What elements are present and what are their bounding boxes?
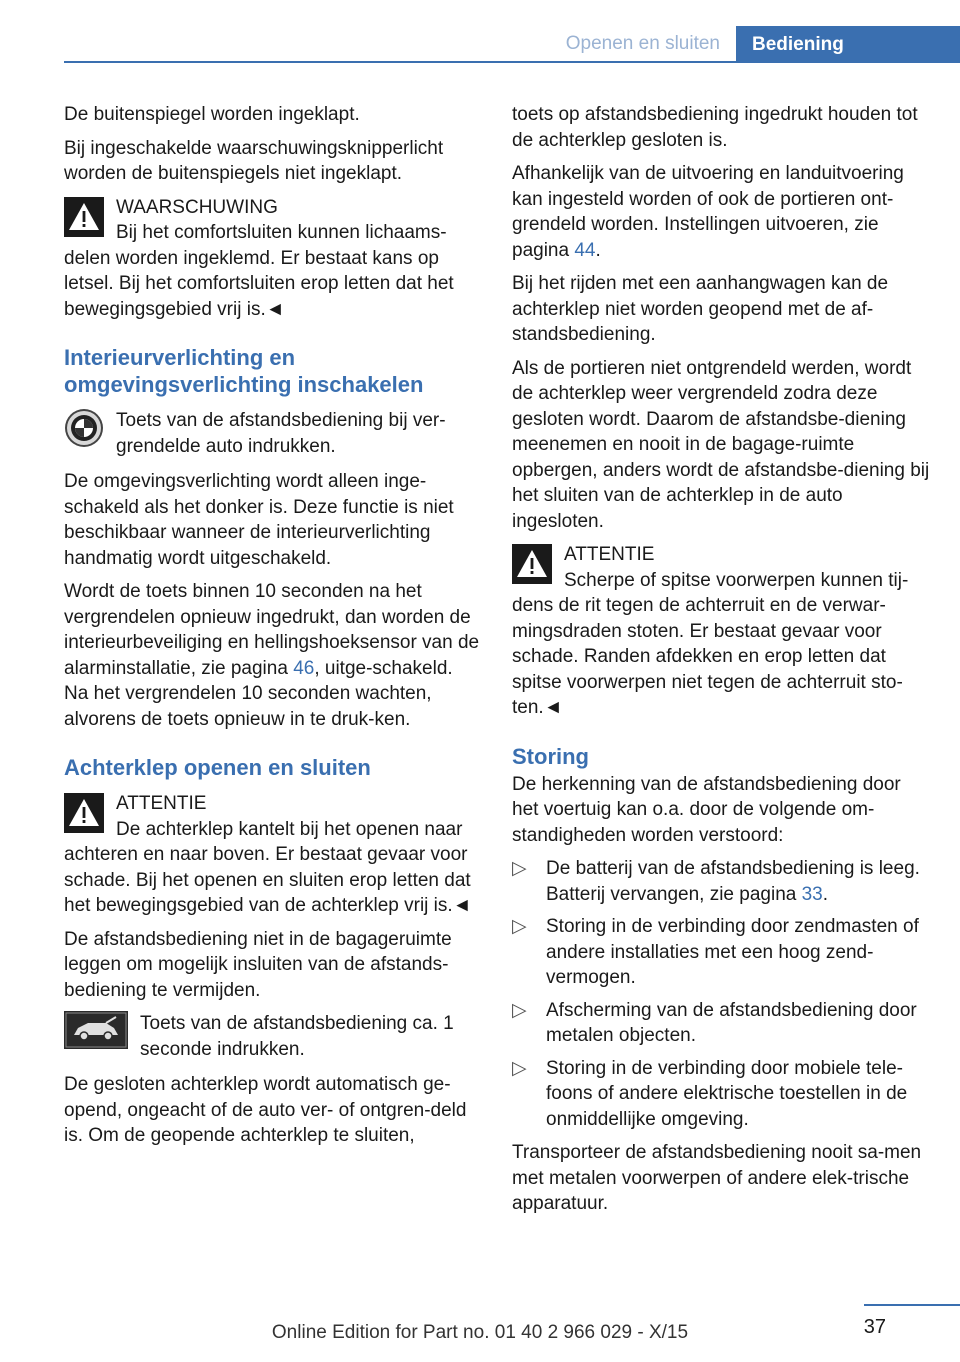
paragraph: Afhankelijk van de uitvoering en landuitvoering kan ingesteld worden of ook de portieren ont-grendeld worden. Instellingen uitvoeren, zie pagina 44. (512, 163, 904, 261)
attention-title: ATTENTIE (564, 544, 655, 565)
icon-instruction (64, 408, 482, 459)
attention-block (64, 791, 482, 919)
attention-text: dens de rit tegen de achterruit en de verwar-mingsdraden stoten. Er bestaat gevaar voor schade. Randen afdekken en erop letten dat spitse voorwerpen niet tegen de achterruit sto-ten.◄ (512, 595, 903, 718)
paragraph: De buitenspiegel worden ingeklapt. (64, 104, 360, 125)
bmw-logo-icon (64, 408, 104, 448)
list-item: ▷ Afscherming van de afstandsbediening door metalen objecten. (512, 999, 917, 1046)
page-link[interactable]: 44 (574, 239, 596, 261)
page-number: 37 (863, 1316, 886, 1338)
heading-tailgate: Achterklep openen en sluiten (64, 755, 371, 780)
list-item: ▷ Storing in de verbinding door mobiele tele-foons of andere elektrische toestellen in de onmiddellijke omgeving. (512, 1057, 908, 1130)
left-column (64, 102, 482, 1157)
header-chapter-tab[interactable]: Bediening (736, 26, 960, 63)
paragraph: Als de portieren niet ontgrendeld werden, wordt de achterklep weer vergrendeld zodra deze gesloten wordt. Daarom de afstandsbe-diening meenemen en nooit in de bagage-ruimte opbergen, anders wordt de afstandsbe-diening bij het sluiten van de achterklep in de auto ingesloten. (512, 357, 930, 532)
paragraph: Wordt de toets binnen 10 seconden na het vergrendelen opnieuw ingedrukt, dan worden de interieurbeveiliging en hellingshoeksensor van de alarminstallatie, zie pagina 46, uitge-schakeld. Na het vergrendelen 10 seconden wachten, alvorens de toets opnieuw in te druk-ken. (64, 581, 480, 730)
bullet-list (512, 856, 930, 1132)
bullet-icon: ▷ (512, 1057, 527, 1079)
paragraph: De omgevingsverlichting wordt alleen inge-schakeld als het donker is. Deze functie is niet beschikbaar wanneer de interieurverlichting handmatig wordt uitgeschakeld. (64, 471, 454, 569)
warning-text: delen worden ingeklemd. Er bestaat kans op letsel. Bij het comfortsluiten erop letten dat het bewegingsgebied vrij is.◄ (64, 247, 454, 320)
attention-text: achteren en naar boven. Er bestaat gevaar voor schade. Bij het openen en sluiten erop letten dat het bewegingsgebied van de achterklep vrij is.◄ (64, 844, 472, 916)
warning-title: WAARSCHUWING (116, 196, 278, 218)
paragraph: toets op afstandsbediening ingedrukt houden tot de achterklep gesloten is. (512, 104, 918, 151)
paragraph: De gesloten achterklep wordt automatisch ge-opend, ongeacht of de auto ver- of ontgren-deld is. Om de geopende achterklep te sluiten, (64, 1074, 467, 1146)
paragraph: Transporteer de afstandsbediening nooit sa-men met metalen voorwerpen of andere elek-trische apparatuur. (512, 1142, 922, 1214)
paragraph: Bij ingeschakelde waarschuwingsknipperlicht worden de buitenspiegels niet ingeklapt. (64, 137, 444, 184)
instruction-text: Toets van de afstandsbediening bij ver-grendelde auto indrukken. (116, 410, 446, 457)
bullet-icon: ▷ (512, 916, 527, 937)
bullet-icon: ▷ (512, 999, 527, 1021)
paragraph: De afstandsbediening niet in de bagageruimte leggen om mogelijk insluiten van de afstands-bediening te vermijden. (64, 928, 452, 1001)
header-section-tab[interactable]: Openen en sluiten (565, 32, 720, 54)
page-link[interactable]: 46 (293, 657, 315, 679)
heading-storing: Storing (512, 743, 589, 769)
icon-instruction (64, 1011, 482, 1062)
attention-title: ATTENTIE (116, 793, 207, 814)
warning-block (64, 195, 482, 323)
footer-rule (864, 1304, 960, 1306)
warning-icon (64, 197, 104, 237)
paragraph: Bij het rijden met een aanhangwagen kan de achterklep niet worden geopend met de af-standsbediening. (512, 273, 889, 345)
heading-interior-light: Interieurverlichting en omgevingsverlichting inschakelen (64, 345, 424, 397)
instruction-text: Toets van de afstandsbediening ca. 1 seconde indrukken. (140, 1013, 454, 1060)
attention-block (512, 542, 930, 721)
warning-icon (512, 544, 552, 584)
right-column (512, 102, 930, 1225)
page-link[interactable]: 33 (801, 883, 823, 905)
bullet-icon: ▷ (512, 858, 527, 879)
attention-line: Scherpe of spitse voorwerpen kunnen tij- (564, 569, 909, 591)
list-item: ▷ De batterij van de afstandsbediening is leeg. Batterij vervangen, zie pagina 33. (512, 858, 920, 905)
warning-icon (64, 793, 104, 833)
paragraph: De herkenning van de afstandsbediening door het voertuig kan o.a. door de volgende om-standigheden worden verstoord: (512, 773, 901, 846)
header-rule (64, 61, 960, 63)
car-tailgate-icon (64, 1011, 128, 1049)
footer-edition: Online Edition for Part no. 01 40 2 966 029 - X/15 (271, 1322, 689, 1343)
warning-line: Bij het comfortsluiten kunnen lichaams- (116, 222, 447, 243)
attention-line: De achterklep kantelt bij het openen naar (116, 818, 463, 840)
list-item: ▷ Storing in de verbinding door zendmasten of andere installaties met een hoog zend-vermogen. (512, 916, 919, 988)
